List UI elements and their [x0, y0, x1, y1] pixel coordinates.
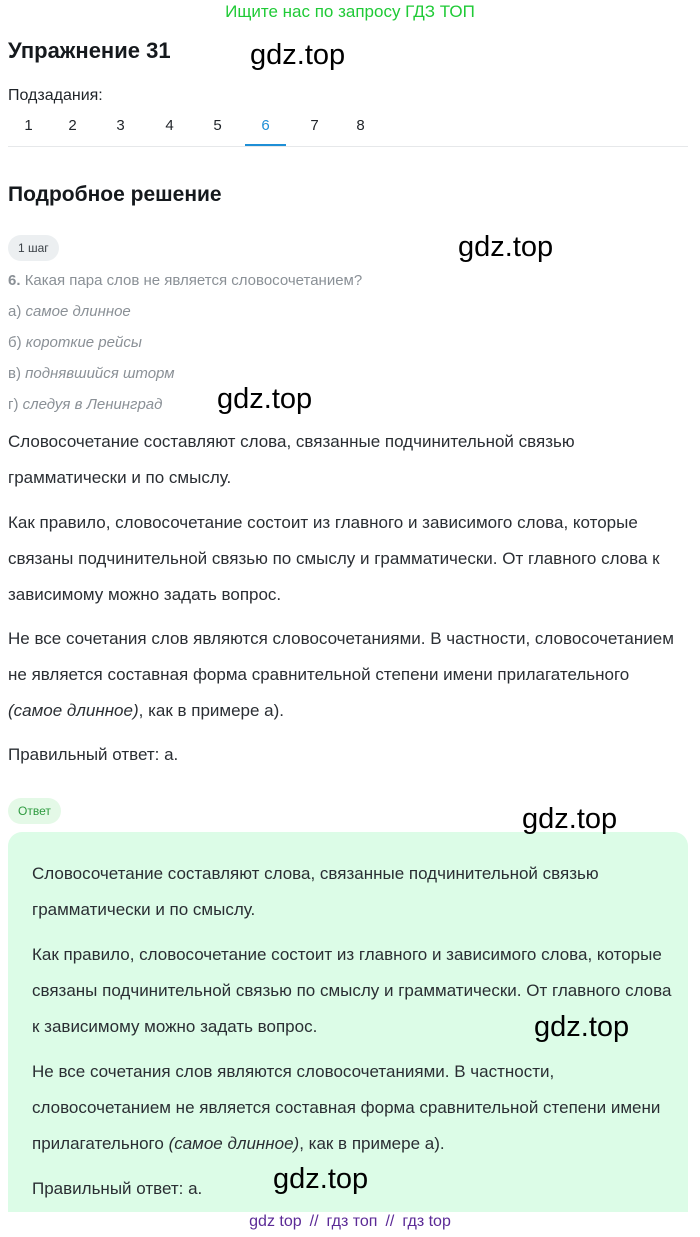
option-text: поднявшийся шторм	[25, 365, 175, 382]
option-letter: б)	[8, 334, 22, 351]
search-banner: Ищите нас по запросу ГДЗ ТОП	[225, 2, 475, 21]
subtasks-label: Подзадания:	[8, 87, 103, 104]
tab-subtask-3[interactable]: 3	[116, 117, 125, 134]
footer-link-gdz-top-ru[interactable]: гдз топ	[326, 1213, 378, 1230]
answer-paragraph-3-end: , как в примере а).	[299, 1134, 445, 1153]
answer-final-line: Правильный ответ: а.	[32, 1179, 203, 1198]
tab-subtask-1[interactable]: 1	[24, 117, 33, 134]
page-title: Упражнение 31	[8, 38, 171, 63]
tab-subtask-5[interactable]: 5	[213, 117, 222, 134]
option-c	[8, 364, 175, 384]
answer-paragraph-2: Как правило, словосочетание состоит из главного и зависимого слова, которые связаны подчинительной связью по смыслу и грамматически. От главного слова к зависимому можно задать вопрос.	[32, 945, 672, 1036]
footer-links	[0, 1211, 700, 1233]
option-b	[8, 333, 142, 353]
option-a	[8, 302, 131, 322]
option-letter: а)	[8, 303, 22, 320]
question-prompt: Какая пара слов не является словосочетанием?	[24, 272, 363, 289]
solution-paragraph-3	[8, 621, 688, 729]
option-text: следуя в Ленинград	[22, 396, 163, 413]
tab-subtask-7[interactable]: 7	[310, 117, 319, 134]
watermark: gdz.top	[534, 1011, 630, 1043]
watermark: gdz.top	[217, 383, 313, 415]
solution-paragraph-1: Словосочетание составляют слова, связанные подчинительной связью грамматически и по смыслу.	[8, 432, 575, 487]
watermark: gdz.top	[458, 231, 554, 263]
solution-heading: Подробное решение	[8, 183, 222, 206]
solution-paragraph-3-example: (самое длинное)	[8, 701, 139, 720]
footer-link-gdz-top[interactable]: gdz top	[249, 1213, 302, 1230]
footer-link-gdz-top-mixed[interactable]: гдз top	[402, 1213, 451, 1230]
answer-paragraph-1: Словосочетание составляют слова, связанные подчинительной связью грамматически и по смыслу.	[32, 864, 599, 919]
step-badge: 1 шаг	[8, 235, 59, 261]
solution-paragraph-2: Как правило, словосочетание состоит из главного и зависимого слова, которые связаны подчинительной связью по смыслу и грамматически. От главного слова к зависимому можно задать вопрос.	[8, 513, 660, 604]
option-text: самое длинное	[25, 303, 131, 320]
answer-paragraph-3-text: Не все сочетания слов являются словосочетаниями. В частности, словосочетанием не является составная форма сравнительной степени имени прилагательного	[32, 1062, 661, 1153]
solution-paragraph-3-text: Не все сочетания слов являются словосочетаниями. В частности, словосочетанием не является составная форма сравнительной степени имени прилагательного	[8, 629, 674, 684]
tab-subtask-6[interactable]: 6	[245, 108, 286, 146]
option-letter: в)	[8, 365, 21, 382]
answer-paragraph-3-example: (самое длинное)	[168, 1134, 300, 1153]
footer-separator: //	[309, 1213, 319, 1230]
solution-paragraph-3-end: , как в примере а).	[138, 701, 285, 720]
watermark: gdz.top	[250, 39, 346, 71]
footer-separator: //	[385, 1213, 395, 1230]
watermark: gdz.top	[273, 1163, 369, 1195]
tab-subtask-2[interactable]: 2	[68, 117, 77, 134]
answer-badge: Ответ	[8, 798, 61, 824]
watermark: gdz.top	[522, 803, 618, 835]
question-text	[8, 271, 362, 291]
option-text: короткие рейсы	[25, 334, 142, 351]
question-number: 6.	[8, 272, 21, 289]
solution-answer-line: Правильный ответ: а.	[8, 745, 179, 764]
tab-subtask-4[interactable]: 4	[165, 117, 174, 134]
tab-subtask-8[interactable]: 8	[356, 117, 365, 134]
option-letter: г)	[8, 396, 19, 413]
answer-paragraph-3	[32, 1054, 672, 1162]
option-d	[8, 395, 162, 415]
subtask-tabs	[8, 108, 688, 147]
